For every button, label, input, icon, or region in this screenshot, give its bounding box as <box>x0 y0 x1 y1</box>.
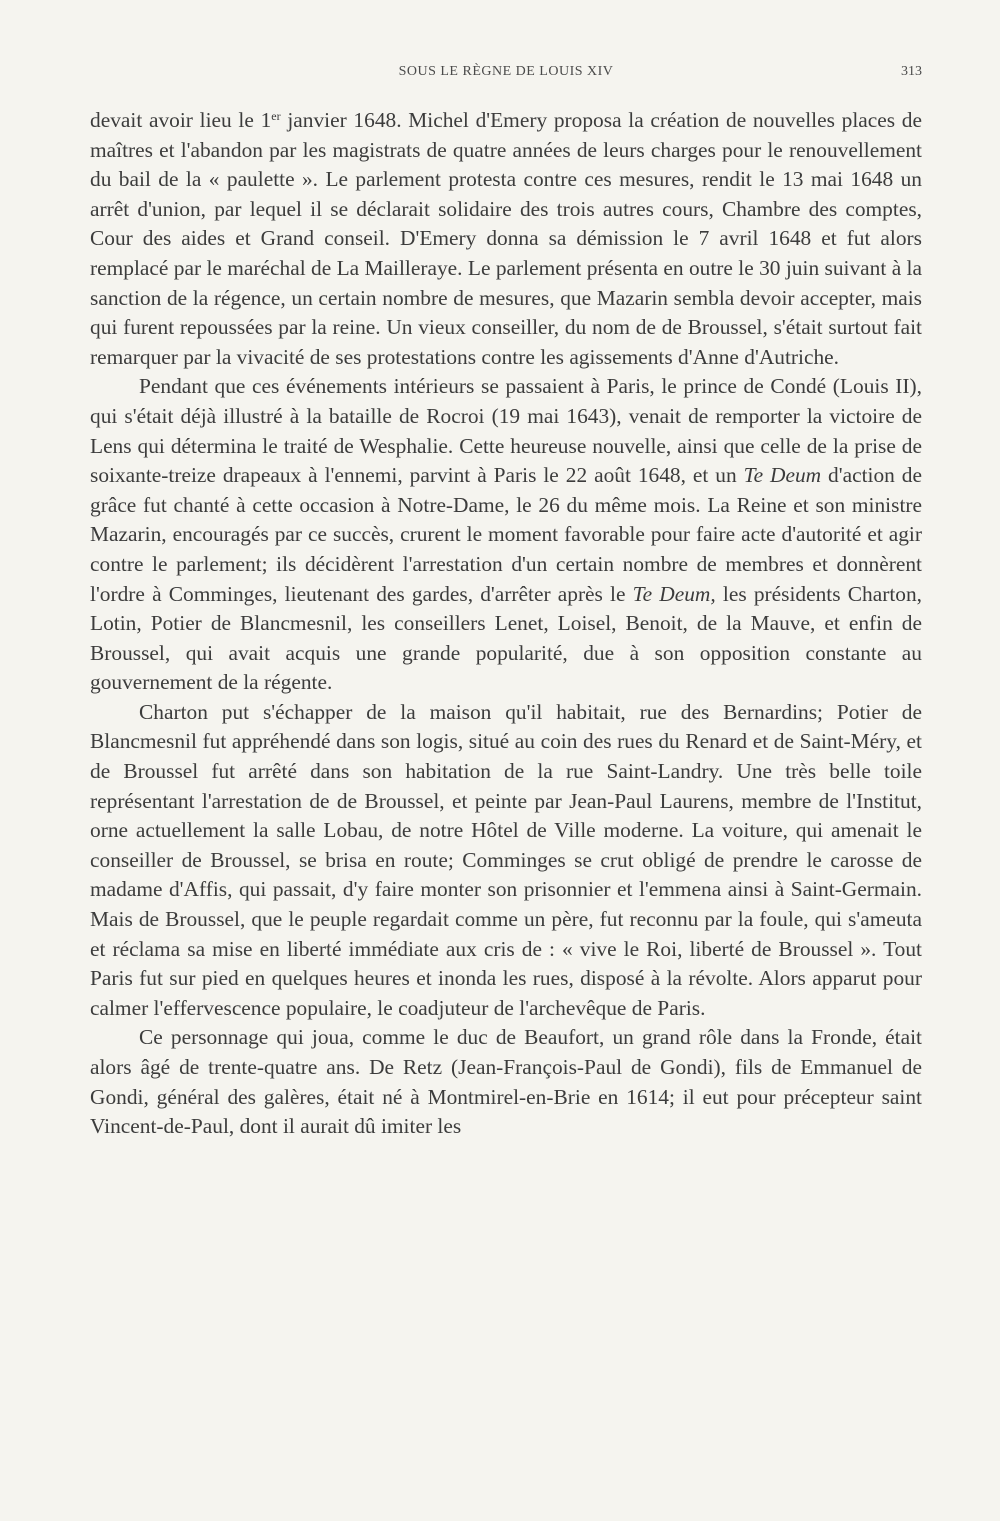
paragraph-1 <box>90 106 922 372</box>
paragraph-text: Ce personnage qui joua, comme le duc de Beaufort, un grand rôle dans la Fronde, était alors âgé de trente-quatre ans. De Retz (Jean-François-Paul de Gondi), fils de Emmanuel de Gondi, général des galères, était né à Montmirel-en-Brie en 1614; il eut pour précepteur saint Vincent-de-Paul, dont il aurait dû imiter les <box>90 1025 922 1139</box>
italic-title: Te Deum <box>743 463 822 488</box>
paragraph-text: Charton put s'échapper de la maison qu'il habitait, rue des Bernardins; Potier de Blancmesnil fut appréhendé dans son logis, situé au coin des rues du Renard et de Saint-Méry, et de Broussel fut arrêté dans son habitation de la rue Saint-Landry. Une très belle toile représentant l'arrestation de de Broussel, et peinte par Jean-Paul Laurens, membre de l'Institut, orne actuellement la salle Lobau, de notre Hôtel de Ville moderne. La voiture, qui amenait le conseiller de Broussel, se brisa en route; Comminges se crut obligé de prendre le carosse de madame d'Affis, qui passait, d'y faire monter son prisonnier et l'emmena ainsi à Saint-Germain. Mais de Broussel, que le peuple regardait comme un père, fut reconnu par la foule, qui s'ameuta et réclama sa mise en liberté immédiate aux cris de : « vive le Roi, liberté de Broussel ». Tout Paris fut sur pied en quelques heures et inonda les rues, disposé à la révolte. Alors apparut pour calmer l'effervescence populaire, le coadjuteur de l'archevêque de Paris. <box>90 699 922 1020</box>
ordinal-superscript: er <box>271 109 281 123</box>
paragraph-text: les présidents Charton, Lotin, Potier de Blancmesnil, les conseillers Lenet, Loisel, Benoit, de la Mauve, et enfin de Broussel, qui avait acquis une grande popularité, due à son opposition constante au gouvernement de la régente. <box>90 581 922 695</box>
body-text <box>90 106 922 1142</box>
running-head <box>90 64 922 88</box>
paragraph-4 <box>90 1023 922 1141</box>
paragraph-2 <box>90 372 922 698</box>
running-title: SOUS LE RÈGNE DE LOUIS XIV <box>398 64 614 79</box>
paragraph-text: d'action de grâce fut chanté à cette occasion à Notre-Dame, le 26 du même mois. La Reine et son ministre Mazarin, encouragés par ce succès, crurent le moment favorable pour faire acte d'autorité et agir contre le parlement; ils décidèrent l'arrestation d'un certain nombre de membres et donnèrent l'ordre à Comminges, lieutenant des gardes, d'arrêter après le <box>90 463 923 606</box>
paragraph-text: Pendant que ces événements intérieurs se passaient à Paris, le prince de Condé (Louis II), qui s'était déjà illustré à la bataille de Rocroi (19 mai 1643), venait de remporter la victoire de Lens qui détermina le traité de Wesphalie. Cette heureuse nouvelle, ainsi que celle de la prise de soixante-treize drapeaux à l'ennemi, parvint à Paris le 22 août 1648, et un <box>90 374 922 488</box>
italic-title: Te Deum, <box>632 581 716 606</box>
paragraph-text: janvier 1648. Michel d'Emery proposa la création de nouvelles places de maîtres et l'abandon par les magistrats de quatre années de leurs charges pour le renouvellement du bail de la « paulette ». Le parlement protesta contre ces mesures, rendit le 13 mai 1648 un arrêt d'union, par lequel il se déclarait solidaire des trois autres cours, Chambre des comptes, Cour des aides et Grand conseil. D'Emery donna sa démission le 7 avril 1648 et fut alors remplacé par le maréchal de La Mailleraye. Le parlement présenta en outre le 30 juin suivant à la sanction de la régence, un certain nombre de mesures, que Mazarin sembla devoir accepter, mais qui furent repoussées par la reine. Un vieux conseiller, du nom de de Broussel, s'était surtout fait remarquer par la vivacité de ses protestations contre les agissements d'Anne d'Autriche. <box>90 108 922 369</box>
paragraph-text: devait avoir lieu le 1 <box>90 108 272 132</box>
paragraph-3 <box>90 698 922 1024</box>
page-number: 313 <box>901 64 922 79</box>
